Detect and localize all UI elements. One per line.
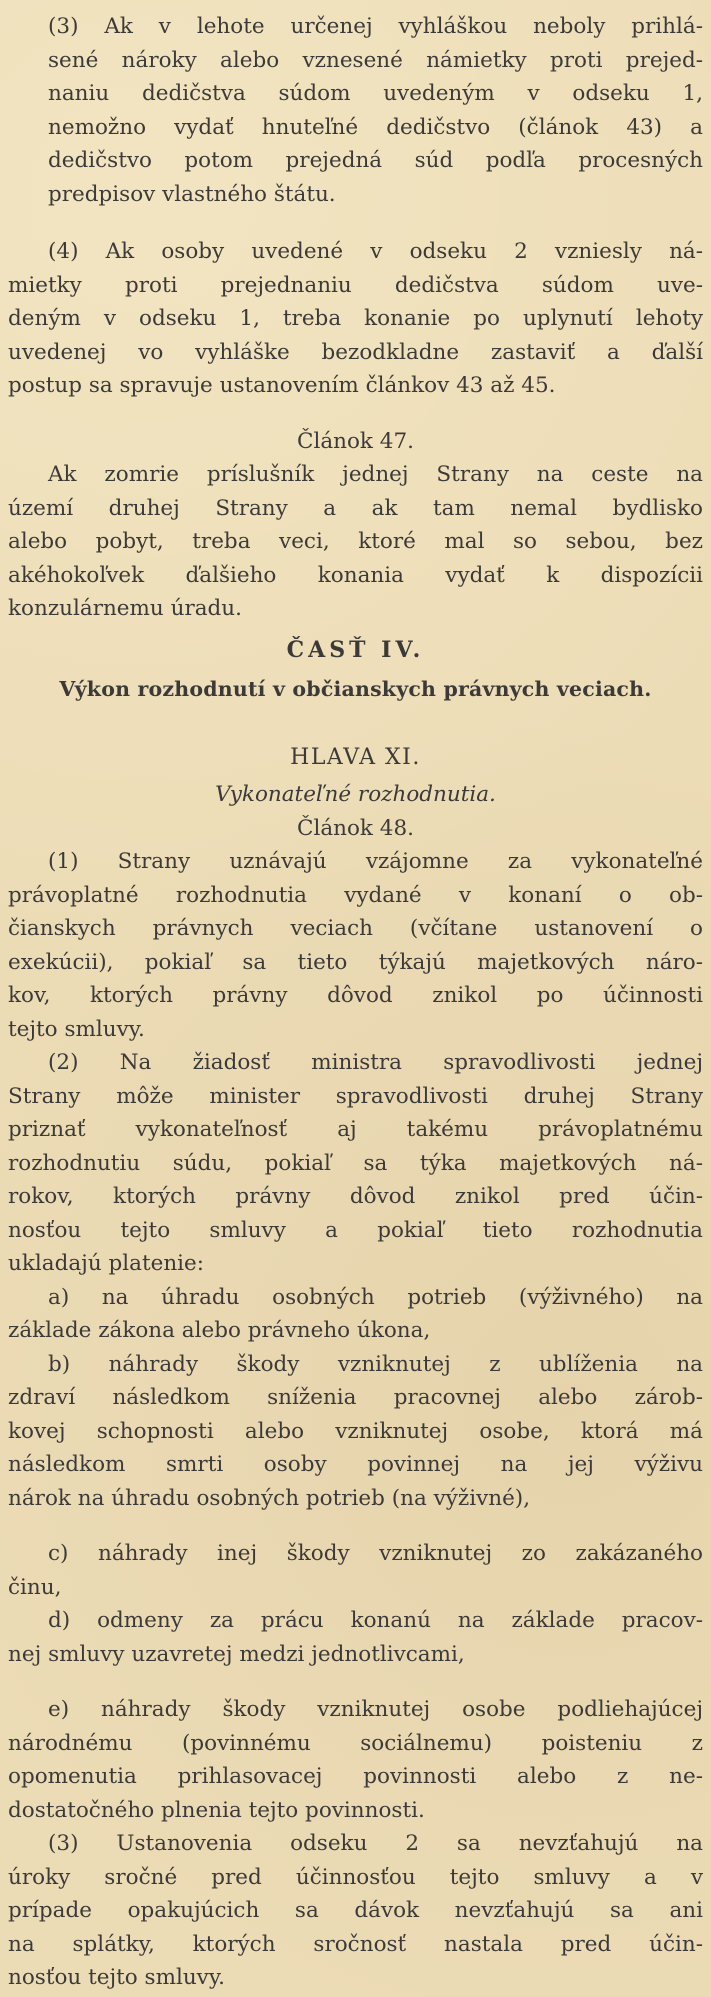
- article-48-heading: Článok 48.: [297, 815, 414, 841]
- text-line: (3) Ustanovenia odseku 2 sa nevzťahujú na: [48, 1831, 703, 1856]
- text-line: (3) Ak v lehote určenej vyhláškou neboly prihlá-: [48, 14, 703, 39]
- paragraph-46-4: [8, 235, 703, 403]
- text-line: priznať vykonateľnosť aj takému právoplatnému: [8, 1117, 703, 1142]
- article-47-heading: Článok 47.: [297, 428, 414, 454]
- text-line: exekúcii), pokiaľ sa tieto týkajú majetkových náro-: [8, 949, 703, 975]
- text-line: tejto smluvy.: [8, 1016, 145, 1042]
- text-line: mietky proti prejednaniu dedičstva súdom uve-: [8, 272, 703, 298]
- text-line: nárok na úhradu osobných potrieb (na výživné),: [8, 1485, 531, 1511]
- text-line: deným v odseku 1, treba konanie po uplynutí lehoty: [8, 306, 703, 331]
- text-line: nej smluvy uzavretej medzi jednotlivcami,: [8, 1641, 465, 1667]
- paragraph-48-3: [8, 1827, 703, 1995]
- text-line: právoplatné rozhodnutia vydané v konaní o ob-: [8, 882, 703, 908]
- text-line: Ak zomrie príslušník jednej Strany na ceste na: [48, 462, 703, 487]
- text-line: činu,: [8, 1574, 62, 1600]
- text-line: alebo pobyt, treba veci, ktoré mal so sebou, bez: [8, 529, 703, 554]
- paragraph-48-1: [8, 845, 703, 1046]
- paragraph-47: [8, 458, 703, 626]
- text-line: e) náhrady škody vzniknutej osobe podliehajúcej: [48, 1697, 703, 1722]
- text-line: dostatočného plnenia tejto povinnosti.: [8, 1797, 425, 1823]
- text-line: následkom smrti osoby povinnej na jej výživu: [8, 1452, 703, 1477]
- text-line: a) na úhradu osobných potrieb (výživného) na: [48, 1284, 703, 1310]
- text-line: konzulárnemu úradu.: [8, 596, 242, 621]
- text-line: akéhokoľvek ďalšieho konania vydať k dispozícii: [8, 562, 703, 588]
- text-line: c) náhrady inej škody vzniknutej zo zakázaného: [48, 1541, 703, 1566]
- text-line: sené nároky alebo vznesené námietky proti prejed-: [48, 47, 703, 73]
- chapter-xi-title: Vykonateľné rozhodnutia.: [215, 782, 496, 807]
- text-line: dedičstvo potom prejedná súd podľa procesných: [48, 148, 703, 173]
- chapter-xi-heading: HLAVA XI.: [290, 744, 421, 770]
- text-line: kovej schopnosti alebo vzniknutej osobe, ktorá má: [8, 1418, 703, 1444]
- text-line: uvedenej vo vyhláške bezodkladne zastaviť a ďalší: [8, 339, 703, 365]
- text-line: základe zákona alebo právneho úkona,: [8, 1318, 431, 1343]
- text-line: postup sa spravuje ustanovením článkov 43 až 45.: [8, 373, 556, 398]
- text-line: zdraví následkom sníženia pracovnej alebo zárob-: [8, 1385, 703, 1410]
- paragraph-48-2: [8, 1046, 703, 1281]
- part-iv-title: Výkon rozhodnutí v občianskych právnych veciach.: [59, 677, 652, 701]
- text-line: ukladajú platenie:: [8, 1251, 205, 1276]
- text-line: d) odmeny za prácu konanú na základe pracov-: [48, 1608, 703, 1633]
- text-line: prípade opakujúcich sa dávok nevzťahujú sa ani: [8, 1898, 703, 1923]
- list-item-a: [8, 1281, 703, 1348]
- text-line: území druhej Strany a ak tam nemal bydlisko: [8, 495, 703, 521]
- text-line: (2) Na žiadosť ministra spravodlivosti jednej: [48, 1050, 703, 1075]
- text-line: úroky sročné pred účinnosťou tejto smluvy a v: [8, 1864, 703, 1890]
- list-item-e: [8, 1693, 703, 1827]
- text-line: (4) Ak osoby uvedené v odseku 2 vzniesly ná-: [48, 239, 703, 264]
- text-line: kov, ktorých právny dôvod znikol po účinnosti: [8, 983, 703, 1008]
- text-line: Strany môže minister spravodlivosti druhej Strany: [8, 1083, 703, 1109]
- list-item-c: [8, 1537, 703, 1604]
- text-line: čianskych právnych veciach (včítane ustanovení o: [8, 916, 703, 941]
- text-line: predpisov vlastného štátu.: [48, 181, 336, 207]
- list-item-d: [8, 1604, 703, 1671]
- text-line: rokov, ktorých právny dôvod znikol pred účin-: [8, 1184, 703, 1209]
- text-line: na splátky, ktorých sročnosť nastala pred účin-: [8, 1931, 703, 1957]
- part-iv-heading: ČASŤ IV.: [286, 636, 425, 663]
- text-line: národnému (povinnému sociálnemu) poisteniu z: [8, 1730, 703, 1756]
- text-line: opomenutia prihlasovacej povinnosti alebo z ne-: [8, 1764, 703, 1789]
- text-line: (1) Strany uznávajú vzájomne za vykonateľné: [48, 849, 703, 874]
- text-line: nosťou tejto smluvy a pokiaľ tieto rozhodnutia: [8, 1217, 703, 1243]
- text-line: nosťou tejto smluvy.: [8, 1965, 225, 1990]
- list-item-b: [8, 1348, 703, 1516]
- text-line: rozhodnutiu súdu, pokiaľ sa týka majetkových ná-: [8, 1150, 703, 1176]
- text-line: naniu dedičstva súdom uvedeným v odseku 1,: [48, 81, 703, 106]
- text-line: nemožno vydať hnuteľné dedičstvo (článok 43) a: [48, 114, 703, 140]
- text-line: b) náhrady škody vzniknutej z ublíženia na: [48, 1351, 703, 1377]
- paragraph-46-3: [8, 10, 703, 211]
